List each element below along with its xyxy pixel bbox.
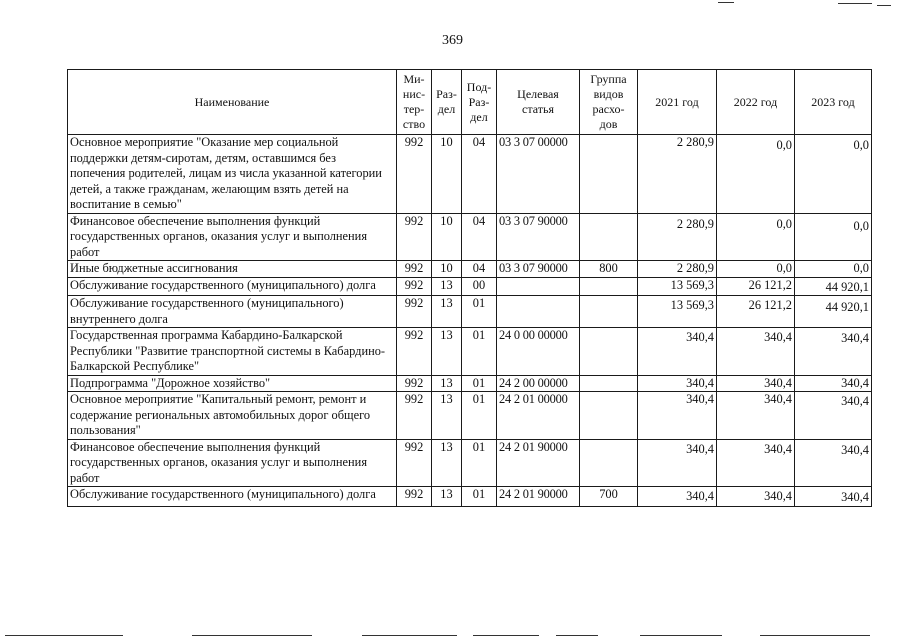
row-2021: 13 569,3 <box>638 296 717 328</box>
row-target-article: 24 0 00 00000 <box>497 328 580 376</box>
header-ministry: Ми- нис- тер- ство <box>397 70 432 135</box>
row-expense-group <box>580 296 638 328</box>
scan-mark <box>556 635 598 636</box>
row-section: 10 <box>432 135 462 214</box>
table-row <box>68 261 872 278</box>
row-2022: 340,4 <box>717 392 795 440</box>
row-target-article: 24 2 01 00000 <box>497 392 580 440</box>
row-target-article: 24 2 01 90000 <box>497 439 580 487</box>
row-ministry: 992 <box>397 328 432 376</box>
row-2023: 44 920,1 <box>795 296 872 328</box>
table-row <box>68 296 872 328</box>
table-row <box>68 135 872 214</box>
row-subsection: 01 <box>462 439 497 487</box>
row-subsection: 01 <box>462 375 497 392</box>
scan-mark <box>838 3 872 4</box>
row-section: 13 <box>432 296 462 328</box>
table-row <box>68 392 872 440</box>
row-subsection: 04 <box>462 213 497 261</box>
table-row <box>68 328 872 376</box>
row-subsection: 01 <box>462 392 497 440</box>
row-name: Государственная программа Кабардино-Балкарской Республики "Развитие транспортной системы в Кабардино-Балкарской Республике" <box>68 328 397 376</box>
row-expense-group <box>580 135 638 214</box>
table-row <box>68 213 872 261</box>
page-number: 369 <box>442 33 463 48</box>
row-ministry: 992 <box>397 392 432 440</box>
header-2022: 2022 год <box>717 70 795 135</box>
row-expense-group: 800 <box>580 261 638 278</box>
row-subsection: 01 <box>462 328 497 376</box>
row-name: Основное мероприятие "Капитальный ремонт, ремонт и содержание региональных автомобильных дорог общего пользования" <box>68 392 397 440</box>
row-2021: 13 569,3 <box>638 277 717 296</box>
row-ministry: 992 <box>397 213 432 261</box>
row-name: Финансовое обеспечение выполнения функций государственных органов, оказания услуг и выполнения работ <box>68 213 397 261</box>
row-subsection: 01 <box>462 487 497 507</box>
header-target-article: Целевая статья <box>497 70 580 135</box>
row-name: Обслуживание государственного (муниципального) долга <box>68 487 397 507</box>
budget-table <box>67 69 872 507</box>
row-section: 10 <box>432 261 462 278</box>
row-2023: 44 920,1 <box>795 277 872 296</box>
row-ministry: 992 <box>397 135 432 214</box>
table-row <box>68 439 872 487</box>
row-target-article: 03 3 07 90000 <box>497 261 580 278</box>
scan-mark <box>877 5 891 6</box>
row-expense-group <box>580 392 638 440</box>
row-ministry: 992 <box>397 375 432 392</box>
row-ministry: 992 <box>397 296 432 328</box>
row-2022: 0,0 <box>717 135 795 214</box>
row-target-article <box>497 277 580 296</box>
scan-mark <box>760 635 870 636</box>
row-target-article: 24 2 00 00000 <box>497 375 580 392</box>
scan-mark <box>473 635 539 636</box>
row-name: Обслуживание государственного (муниципального) внутреннего долга <box>68 296 397 328</box>
row-section: 13 <box>432 392 462 440</box>
header-expense-group: Группа видов расхо- дов <box>580 70 638 135</box>
row-subsection: 04 <box>462 135 497 214</box>
row-2022: 0,0 <box>717 213 795 261</box>
row-target-article: 03 3 07 00000 <box>497 135 580 214</box>
row-ministry: 992 <box>397 487 432 507</box>
row-expense-group <box>580 439 638 487</box>
row-expense-group: 700 <box>580 487 638 507</box>
row-expense-group <box>580 213 638 261</box>
row-expense-group <box>580 328 638 376</box>
scan-mark <box>192 635 312 636</box>
row-subsection: 04 <box>462 261 497 278</box>
header-2021: 2021 год <box>638 70 717 135</box>
row-name: Обслуживание государственного (муниципального) долга <box>68 277 397 296</box>
row-2021: 2 280,9 <box>638 213 717 261</box>
row-2022: 340,4 <box>717 439 795 487</box>
row-2023: 0,0 <box>795 261 872 278</box>
row-section: 10 <box>432 213 462 261</box>
row-ministry: 992 <box>397 439 432 487</box>
row-section: 13 <box>432 439 462 487</box>
row-2021: 340,4 <box>638 439 717 487</box>
row-subsection: 00 <box>462 277 497 296</box>
row-2021: 2 280,9 <box>638 261 717 278</box>
table-row <box>68 375 872 392</box>
table-row <box>68 277 872 296</box>
row-2021: 2 280,9 <box>638 135 717 214</box>
header-section: Раз- дел <box>432 70 462 135</box>
row-2021: 340,4 <box>638 375 717 392</box>
row-2022: 340,4 <box>717 487 795 507</box>
row-section: 13 <box>432 328 462 376</box>
row-section: 13 <box>432 375 462 392</box>
row-2023: 0,0 <box>795 135 872 214</box>
row-name: Подпрограмма "Дорожное хозяйство" <box>68 375 397 392</box>
row-target-article <box>497 296 580 328</box>
header-subsection: Под- Раз- дел <box>462 70 497 135</box>
row-2021: 340,4 <box>638 487 717 507</box>
row-name: Основное мероприятие "Оказание мер социальной поддержки детям-сиротам, детям, оставшимся без попечения родителей, лицам из числа указанной категории детей, а также гражданам, желающим взять детей на воспитание в семью" <box>68 135 397 214</box>
row-2022: 340,4 <box>717 375 795 392</box>
row-section: 13 <box>432 487 462 507</box>
row-expense-group <box>580 277 638 296</box>
row-2023: 340,4 <box>795 487 872 507</box>
row-section: 13 <box>432 277 462 296</box>
row-subsection: 01 <box>462 296 497 328</box>
row-name: Финансовое обеспечение выполнения функций государственных органов, оказания услуг и выполнения работ <box>68 439 397 487</box>
row-2023: 340,4 <box>795 392 872 440</box>
row-2023: 0,0 <box>795 213 872 261</box>
scan-mark <box>362 635 457 636</box>
row-2023: 340,4 <box>795 439 872 487</box>
header-row <box>68 70 872 135</box>
row-2021: 340,4 <box>638 328 717 376</box>
row-2022: 0,0 <box>717 261 795 278</box>
row-ministry: 992 <box>397 277 432 296</box>
row-ministry: 992 <box>397 261 432 278</box>
row-2021: 340,4 <box>638 392 717 440</box>
scan-mark <box>5 635 123 636</box>
row-2023: 340,4 <box>795 375 872 392</box>
row-2023: 340,4 <box>795 328 872 376</box>
row-2022: 340,4 <box>717 328 795 376</box>
row-2022: 26 121,2 <box>717 277 795 296</box>
row-target-article: 03 3 07 90000 <box>497 213 580 261</box>
row-name: Иные бюджетные ассигнования <box>68 261 397 278</box>
row-expense-group <box>580 375 638 392</box>
table-row <box>68 487 872 507</box>
header-2023: 2023 год <box>795 70 872 135</box>
header-name: Наименование <box>68 70 397 135</box>
row-2022: 26 121,2 <box>717 296 795 328</box>
row-target-article: 24 2 01 90000 <box>497 487 580 507</box>
scan-mark <box>640 635 722 636</box>
scan-mark <box>718 2 734 3</box>
